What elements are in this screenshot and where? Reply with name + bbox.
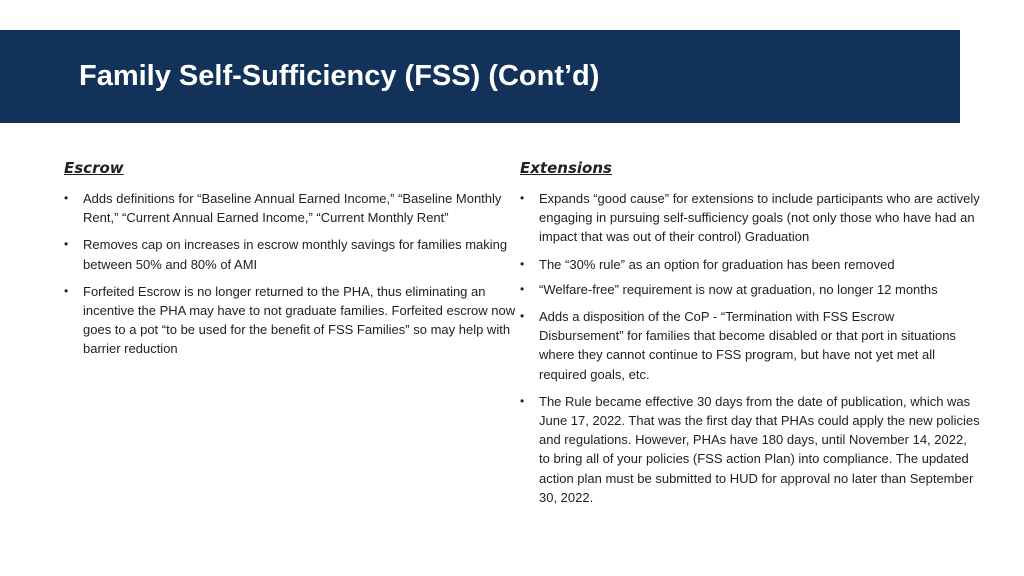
extensions-heading: Extensions: [520, 159, 612, 177]
list-item: • The “30% rule” as an option for graduation has been removed: [520, 255, 980, 274]
list-item: • The Rule became effective 30 days from the date of publication, which was June 17, 2022. That was the first day that PHAs could apply the new policies and regulations. However, PHAs have 180 days, until November 14, 2022, to bring all of your policies (FSS action Plan) into compliance. The updated action plan must be submitted to HUD for approval no later than September 30, 2022.: [520, 392, 980, 507]
escrow-column: [64, 158, 516, 367]
list-item: • Adds a disposition of the CoP - “Termination with FSS Escrow Disbursement” for families that become disabled or that port in situations where they cannot continue to FSS program, but have not yet met all required goals, etc.: [520, 307, 980, 384]
extensions-column: [520, 158, 980, 515]
list-item: • Forfeited Escrow is no longer returned to the PHA, thus eliminating an incentive the PHA may have to not graduate families. Forfeited escrow now goes to a pot “to be used for the benefit of FSS Families” so may help with barrier reduction: [64, 282, 516, 359]
escrow-list: [64, 189, 516, 359]
list-item: • “Welfare-free” requirement is now at graduation, no longer 12 months: [520, 280, 980, 299]
list-item: • Removes cap on increases in escrow monthly savings for families making between 50% and 80% of AMI: [64, 235, 516, 273]
list-item: • Expands “good cause” for extensions to include participants who are actively engaging in pursuing self-sufficiency goals (not only those who have had an impact that was out of their control) Graduation: [520, 189, 980, 247]
escrow-heading: Escrow: [64, 159, 124, 177]
list-item: • Adds definitions for “Baseline Annual Earned Income,” “Baseline Monthly Rent,” “Current Annual Earned Income,” “Current Monthly Rent”: [64, 189, 516, 227]
slide-title: Family Self-Sufficiency (FSS) (Cont’d): [79, 60, 600, 92]
extensions-list: [520, 189, 980, 507]
